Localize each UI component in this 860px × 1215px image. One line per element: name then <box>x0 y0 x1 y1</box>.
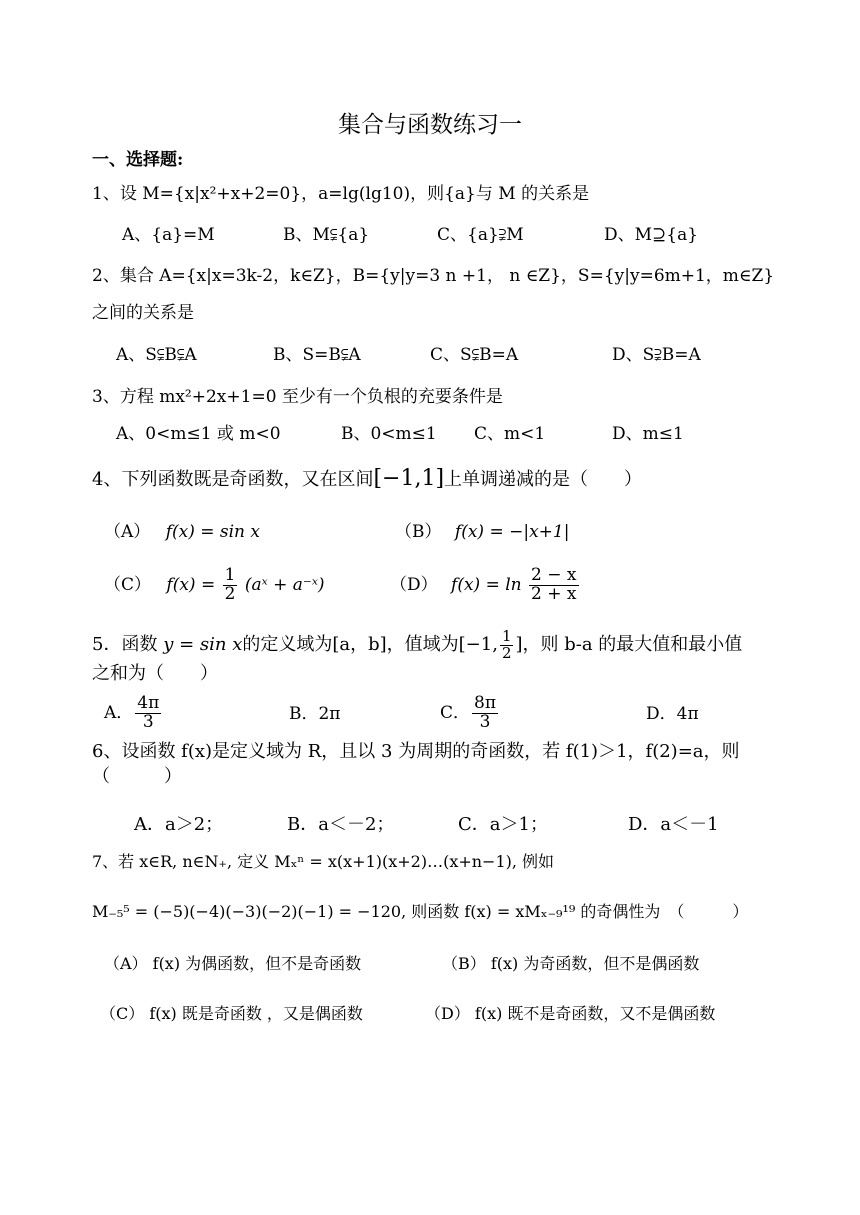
q7-option-a: （A） f(x) 为偶函数，但不是奇函数 <box>104 954 362 973</box>
q6-stem-line2: （ ） <box>92 766 182 787</box>
q6-option-b: B．a＜－2； <box>287 814 395 835</box>
q4-option-a-label: （A） <box>104 522 151 542</box>
q7-stem: 7、若 x∈R, n∈N₊, 定义 Mₓⁿ = x(x+1)(x+2)…(x+n−1), 例如 <box>92 852 555 871</box>
q5-option-c-fraction <box>472 695 498 732</box>
q4-option-c-pre: f(x) = <box>166 575 216 595</box>
q5-range-pre: [−1, <box>458 634 498 655</box>
q2-option-c: C、S⫋B=A <box>430 345 519 365</box>
q7-option-c: （C） f(x) 既是奇函数 ，又是偶函数 <box>100 1004 363 1023</box>
q4-option-d <box>390 562 581 608</box>
q5-option-a-fraction <box>135 695 161 732</box>
q4-option-c-num: 1 <box>224 565 236 586</box>
q4-option-d-num: 2 − x <box>531 565 577 586</box>
q3-option-a: A、0<m≤1 或 m<0 <box>116 424 281 444</box>
q7-option-d: （D） f(x) 既不是奇函数，又不是偶函数 <box>425 1004 716 1023</box>
q5-option-c-den: 3 <box>479 712 491 732</box>
q4-option-b-expr: f(x) = −|x+1| <box>454 522 570 542</box>
q1-option-a: A、{a}=M <box>122 225 215 245</box>
q5-stem-b: 的定义域为[a，b]，值域为 <box>242 634 459 655</box>
q5-range-num: 1 <box>501 626 512 645</box>
q1-option-c: C、{a}⫌M <box>437 225 524 245</box>
q4-option-a <box>104 522 260 542</box>
q5-range-den: 2 <box>501 643 512 662</box>
q4-stem-a: 4、下列函数既是奇函数，又在区间 <box>92 469 374 490</box>
q1-stem: 1、设 M={x|x²+x+2=0}，a=lg(lg10)，则{a}与 M 的关系是 <box>92 184 590 204</box>
page-title: 集合与函数练习一 <box>338 112 522 138</box>
q4-option-b <box>395 522 569 542</box>
q5-option-c <box>440 690 500 736</box>
q4-option-d-den: 2 + x <box>531 584 577 604</box>
q4-option-d-label: （D） <box>390 575 438 595</box>
q5-option-b: B．2π <box>289 704 341 724</box>
section-heading: 一、选择题: <box>92 150 184 170</box>
q4-stem-b: 上单调递减的是（ ） <box>444 469 643 490</box>
q7-example: M₋₅⁵ = (−5)(−4)(−3)(−2)(−1) = −120, 则函数 f(x) = xMₓ₋₉¹⁹ 的奇偶性为 （ ） <box>92 902 749 921</box>
q6-option-c: C．a＞1； <box>458 814 548 835</box>
q3-stem: 3、方程 mx²+2x+1=0 至少有一个负根的充要条件是 <box>92 387 503 407</box>
q5-option-a-den: 3 <box>142 712 154 732</box>
q4-interval: [−1,1] <box>373 466 445 491</box>
q2-option-a: A、S⫋B⫋A <box>116 345 197 365</box>
q5-option-a <box>104 690 163 736</box>
q3-option-b: B、0<m≤1 <box>341 424 437 444</box>
q4-option-c <box>104 562 325 608</box>
q4-option-c-post: (aˣ + a⁻ˣ) <box>244 575 325 595</box>
q3-option-d: D、m≤1 <box>612 424 684 444</box>
q5-range-fraction <box>500 626 514 662</box>
q5-stem-c: ，则 b-a 的最大值和最小值 <box>522 634 743 655</box>
q1-option-b: B、M⫋{a} <box>283 225 370 245</box>
q5-stem-line2: 之和为（ ） <box>92 663 218 684</box>
q4-option-a-expr: f(x) = sin x <box>165 522 260 542</box>
q5-option-d: D．4π <box>646 704 699 724</box>
q5-option-a-num: 4π <box>137 693 160 714</box>
q5-option-c-num: 8π <box>474 693 497 714</box>
q4-option-c-den: 2 <box>224 584 236 604</box>
q5-func: y = sin x <box>163 634 243 655</box>
q5-stem <box>92 622 742 668</box>
q4-option-c-fraction <box>223 567 238 604</box>
q1-option-d: D、M⊇{a} <box>604 225 699 245</box>
q5-option-c-label: C． <box>440 703 471 723</box>
q2-option-b: B、S=B⫋A <box>273 345 361 365</box>
q5-option-a-label: A． <box>104 703 134 723</box>
q2-stem: 2、集合 A={x|x=3k-2，k∈Z}，B={y|y=3 n +1， n ∈Z}，S={y|y=6m+1，m∈Z} <box>92 266 775 286</box>
q4-option-c-label: （C） <box>104 575 152 595</box>
q6-stem: 6、设函数 f(x)是定义域为 R，且以 3 为周期的奇函数，若 f(1)＞1，f(2)=a，则 <box>92 741 740 762</box>
q7-option-b: （B） f(x) 为奇函数，但不是偶函数 <box>442 954 700 973</box>
q2-option-d: D、S⫌B=A <box>612 345 701 365</box>
q6-option-a: A．a＞2； <box>134 814 224 835</box>
q5-stem-a: 5．函数 <box>92 634 158 655</box>
q3-option-c: C、m<1 <box>474 424 546 444</box>
q4-option-b-label: （B） <box>395 522 442 542</box>
q6-option-d: D．a＜－1 <box>628 814 719 835</box>
q4-option-d-fraction <box>529 567 578 604</box>
q5-range-post: ] <box>515 634 523 655</box>
q4-stem <box>92 466 643 491</box>
q2-stem-line2: 之间的关系是 <box>92 303 194 323</box>
q4-option-d-pre: f(x) = ln <box>451 575 522 595</box>
